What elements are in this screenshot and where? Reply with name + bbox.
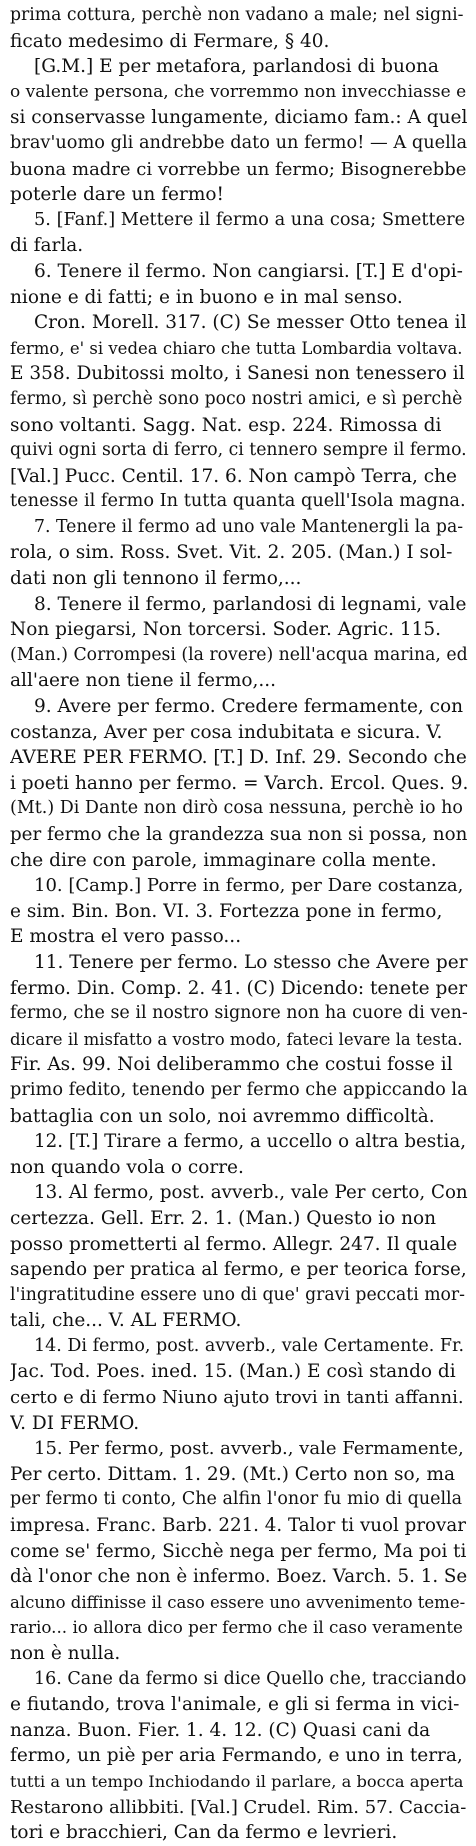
text-line: e fiutando, trova l'animale, e gli si ferma in vici- [10,1694,460,1716]
text-line: 9. Avere per fermo. Credere fermamente, con [34,696,464,718]
text-line: all'aere non tiene il fermo,... [10,670,277,692]
text-line: rario... io allora dico per fermo che il caso veramente [10,1617,463,1638]
text-line: per fermo che la grandezza sua non si possa, non [10,824,468,845]
text-line: 12. [T.] Tirare a fermo, a uccello o altra bestia, [34,1131,467,1153]
text-line: 16. Cane da fermo si dice Quello che, tracciando [34,1668,467,1689]
text-line: poterle dare un fermo! [10,184,224,206]
text-line: sono voltanti. Sagg. Nat. esp. 224. Rimossa di [10,414,442,436]
text-line: prima cottura, perchè non vadano a male; nel signi- [10,5,464,25]
text-line: Restarono allibbiti. [Val.] Crudel. Rim. 57. Caccia- [10,1796,467,1818]
text-line: alcuno diffinisse il caso essere uno avvenimento teme- [10,1592,466,1612]
text-line: (Man.) Corrompesi (la rovere) nell'acqua marina, ed [10,644,468,665]
text-line: l'ingratitudine essere uno di que' gravi peccati mor- [10,1284,466,1305]
text-line: fermo, che se il nostro signore non ha cuore di ven- [10,1003,468,1024]
text-line: dati non gli tennono il fermo,... [10,568,302,590]
text-line: costanza, Aver per cosa indubitata e sicura. V. [10,721,443,743]
text-line: e sim. Bin. Bon. VI. 3. Fortezza pone in fermo, [10,900,443,922]
text-line: rola, o sim. Ross. Svet. Vit. 2. 205. (Man.) I sol- [10,542,453,564]
text-line: fermo. Din. Comp. 2. 41. (C) Dicendo: tenete per [10,977,468,999]
text-line: Non piegarsi, Non torcersi. Soder. Agric. 115. [10,619,442,641]
text-line: tali, che... V. AL FERMO. [10,1310,242,1332]
text-line: fermo, un piè per aria Fermando, e uno in terra, [10,1745,463,1767]
text-line: nanza. Buon. Fier. 1. 4. 12. (C) Quasi cani da [10,1719,431,1741]
text-line: 13. Al fermo, post. avverb., vale Per certo, Con [34,1182,468,1204]
text-line: battaglia con un solo, noi avremmo difficoltà. [10,1105,435,1127]
text-line: V. DI FERMO. [10,1412,140,1434]
text-line: certezza. Gell. Err. 2. 1. (Man.) Questo io non [10,1207,437,1229]
text-line: 15. Per fermo, post. avverb., vale Fermamente, [34,1438,464,1460]
text-line: 5. [Fanf.] Mettere il fermo a una cosa; Smettere [34,209,466,230]
text-line: che dire con parole, immaginare colla mente. [10,849,437,871]
text-line: certo e di fermo Niuno ajuto trovi in tanti affanni. [10,1387,464,1409]
text-line: dicare il misfatto a vostro modo, fateci levare la testa. [10,1029,463,1049]
text-line: (Mt.) Di Dante non dirò cosa nessuna, perchè io ho [10,798,463,819]
text-line: nione e di fatti; e in buono e in mal senso. [10,286,403,308]
text-line: sapendo per pratica al fermo, e per teorica forse, [10,1259,467,1281]
text-line: quivi ogni sorta di ferro, ci tennero sempre il fermo. [10,440,467,461]
text-line: Per certo. Dittam. 1. 29. (Mt.) Certo non so, ma [10,1463,456,1485]
text-line: fermo, e' si vedea chiaro che tutta Lombardia voltava. [10,338,463,358]
text-line: si conservasse lungamente, diciamo fam.: A quel [10,107,468,129]
text-line: 10. [Camp.] Porre in fermo, per Dare costanza, [34,875,464,897]
text-line: dà l'onor che non è infermo. Boez. Varch. 5. 1. Se [10,1566,468,1588]
text-line: 6. Tenere il fermo. Non cangiarsi. [T.] E d'opi- [34,260,463,282]
text-line: 14. Di fermo, post. avverb., vale Certamente. Fr. [34,1335,465,1356]
text-line: posso prometterti al fermo. Allegr. 247. Il quale [10,1233,458,1255]
text-line: per fermo ti conto, Che alfin l'onor fu mio di quella [10,1489,463,1510]
text-line: E 358. Dubitossi molto, i Sanesi non tenessero il [10,363,465,385]
text-line: buona madre ci vorrebbe un fermo; Bisognerebbe [10,158,467,180]
text-line: [Val.] Pucc. Centil. 17. 6. Non campò Terra, che [10,465,457,487]
text-line: non quando vola o corre. [10,1156,244,1178]
text-line: AVERE PER FERMO. [T.] D. Inf. 29. Secondo che [10,747,467,769]
text-line: fermo, sì perchè sono poco nostri amici, e sì perchè [10,388,463,409]
text-line: brav'uomo gli andrebbe dato un fermo! — A quella [10,132,468,153]
text-line: non è nulla. [10,1643,121,1664]
text-line: Jac. Tod. Poes. ined. 15. (Man.) E così stando di [10,1361,456,1383]
text-line: Cron. Morell. 317. (C) Se messer Otto tenea il [34,312,467,334]
text-line: Fir. As. 99. Noi deliberammo che costui fosse il [10,1054,453,1076]
text-line: tutti a un tempo Inchiodando il parlare, a bocca aperta [10,1771,464,1791]
text-line: 7. Tenere il fermo ad uno vale Mantenergli la pa- [34,516,464,537]
text-line: o valente persona, che vorremmo non invecchiasse e [10,81,467,102]
text-line: tori e bracchieri, Can da fermo e levrieri. [10,1822,398,1844]
text-line: 11. Tenere per fermo. Lo stesso che Avere per [34,951,468,973]
text-line: ficato medesimo di Fermare, § 40. [10,30,330,52]
text-line: di farla. [10,235,84,257]
text-line: tenesse il fermo In tutta quanta quell'Isola magna. [10,491,466,512]
text-line: [G.M.] E per metafora, parlandosi di buona [34,56,439,78]
text-line: impresa. Franc. Barb. 221. 4. Talor ti vuol provar [10,1515,466,1537]
text-line: E mostra el vero passo... [10,926,242,948]
text-line: primo fedito, tenendo per fermo che appiccando la [10,1079,468,1100]
text-line: 8. Tenere il fermo, parlandosi di legnami, vale [34,593,467,615]
text-line: i poeti hanno per fermo. = Varch. Ercol. Ques. 9. [10,772,468,794]
text-line: come se' fermo, Sicchè nega per fermo, Ma poi ti [10,1540,467,1562]
